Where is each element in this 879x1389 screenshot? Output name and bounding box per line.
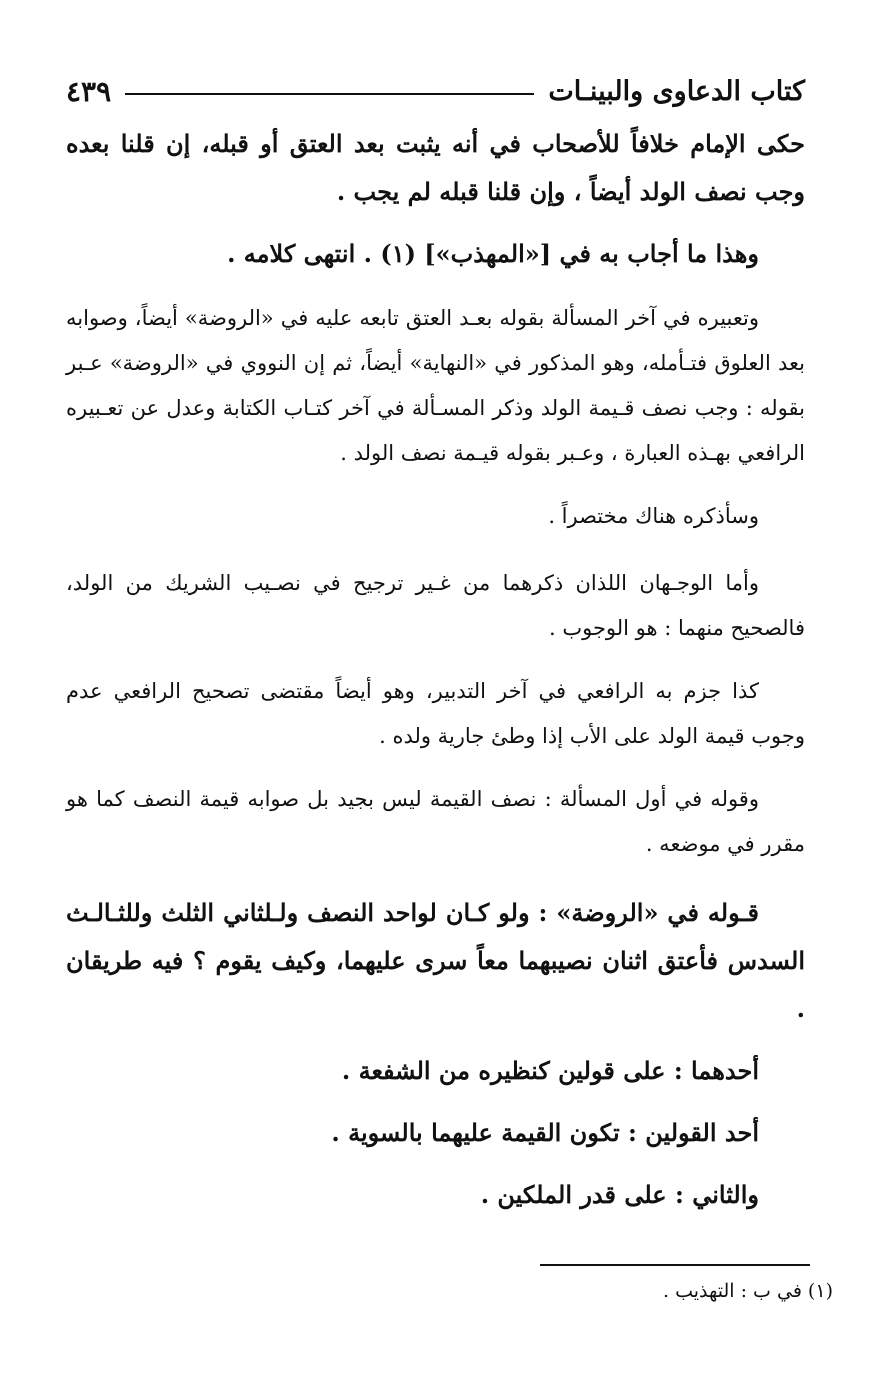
paragraph-1: حكى الإمام خلافاً للأصحاب في أنه يثبت بعد العتق أو قبله، إن قلنا بعده وجب نصف الولد أيضاً ، وإن قلنا قبله لم يجب . xyxy=(66,129,805,206)
paragraph-5: وأما الوجـهان اللذان ذكرهما من غـير ترجيح في نصـيب الشريك من الولد، فالصحيح منهما : هو الوجوب . xyxy=(66,571,805,640)
page-body xyxy=(66,120,805,1219)
header-rule xyxy=(125,93,534,95)
paragraph-6: كذا جزم به الرافعي في آخر التدبير، وهو أيضاً مقتضى تصحيح الرافعي عدم وجوب قيمة الولد على الأب إذا وطئ جارية ولده . xyxy=(66,679,805,748)
footnote-rule xyxy=(540,1264,810,1266)
page-header xyxy=(66,66,805,116)
paragraph-3: وتعبيره في آخر المسألة بقوله بعـد العتق تابعه عليه في «الروضة» أيضاً، وصوابه بعد العلوق فتـأمله، وهو المذكور في «النهاية» أيضاً، ثم إن النووي في «الروضة» عـبر بقوله : وجب نصف قـيمة الولد وذكر المسـألة في آخر كتـاب الكتابة وعدل عن تعـبيره الرافعي بهـذه العبارة ، وعـبر بقوله قيـمة نصف الولد . xyxy=(66,306,805,465)
paragraph-4: وسأذكره هناك مختصراً . xyxy=(548,504,759,528)
running-title: كتاب الدعاوى والبينـات xyxy=(548,75,805,107)
paragraph-2: وهذا ما أجاب به في [«المهذب»] (١) . انتهى كلامه . xyxy=(227,239,759,268)
paragraph-7: وقوله في أول المسألة : نصف القيمة ليس بجيد بل صوابه قيمة النصف كما هو مقرر في موضعه . xyxy=(66,787,805,856)
page-number: ٤٣٩ xyxy=(66,74,112,108)
footnote: (١) في ب : التهذيب . xyxy=(663,1280,833,1302)
list-line-2: أحد القولين : تكون القيمة عليهما بالسوية . xyxy=(331,1118,759,1147)
list-line-1: أحدهما : على قولين كنظيره من الشفعة . xyxy=(341,1056,759,1085)
list-line-3: والثاني : على قدر الملكين . xyxy=(480,1180,759,1209)
paragraph-8: قـوله في «الروضة» : ولو كـان لواحد النصف ولـلثاني الثلث وللثـالـث السدس فأعتق اثنان نصيبهما معاً سرى عليهما، وكيف يقوم ؟ فيه طريقان . xyxy=(66,898,805,1023)
